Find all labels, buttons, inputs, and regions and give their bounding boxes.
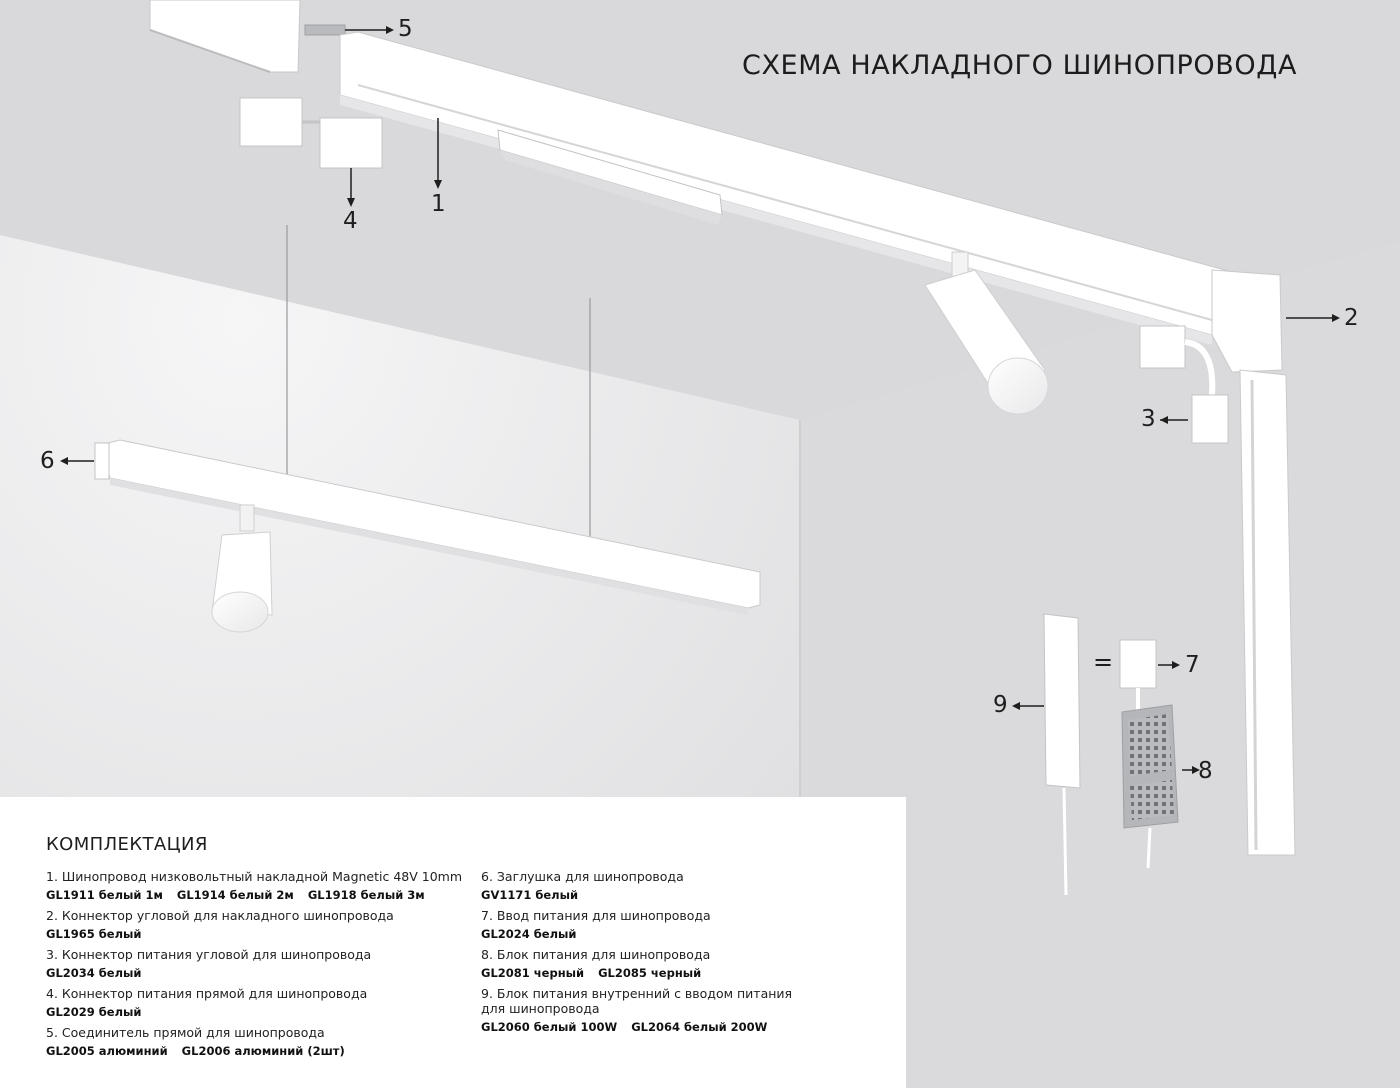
kit-item xyxy=(46,947,466,981)
kit-item-codes xyxy=(46,888,466,903)
kit-item-codes xyxy=(46,966,466,981)
kit-item xyxy=(46,986,466,1020)
product-code: GL2085 черный xyxy=(598,966,702,980)
kit-item-description: 4. Коннектор питания прямой для шинопровода xyxy=(46,986,368,1001)
vertical-wall-track xyxy=(1240,370,1295,855)
kit-item-codes xyxy=(46,927,466,942)
callout-5: 5 xyxy=(398,16,413,42)
product-code: GL2029 белый xyxy=(46,1005,142,1019)
callout-7: 7 xyxy=(1185,652,1200,678)
product-code: GL1911 белый 1м xyxy=(46,888,163,902)
kit-item-description: 8. Блок питания для шинопровода xyxy=(481,947,711,962)
kit-item-codes xyxy=(46,1005,466,1020)
kit-item-codes xyxy=(46,1044,466,1059)
kit-item-description: 5. Соединитель прямой для шинопровода xyxy=(46,1025,325,1040)
kit-item xyxy=(46,1025,466,1059)
kit-title: КОМПЛЕКТАЦИЯ xyxy=(46,834,208,855)
kit-column-right xyxy=(481,869,801,1040)
callout-2: 2 xyxy=(1344,305,1359,331)
product-code: GL2060 белый 100W xyxy=(481,1020,618,1034)
kit-item-description: 9. Блок питания внутренний с вводом питания для шинопровода xyxy=(481,986,793,1016)
kit-item-description: 2. Коннектор угловой для накладного шинопровода xyxy=(46,908,394,923)
product-code: GL1918 белый 3м xyxy=(307,888,425,902)
equals-sign: = xyxy=(1093,648,1114,676)
kit-item-description: 6. Заглушка для шинопровода xyxy=(481,869,684,884)
callout-1: 1 xyxy=(431,191,446,217)
page-title: СХЕМА НАКЛАДНОГО ШИНОПРОВОДА xyxy=(742,50,1298,81)
kit-column-left xyxy=(46,869,466,1064)
kit-item-description: 3. Коннектор питания угловой для шинопровода xyxy=(46,947,372,962)
kit-item xyxy=(46,908,466,942)
product-code: GV1171 белый xyxy=(481,888,579,902)
kit-item xyxy=(481,986,801,1035)
kit-item-description: 1. Шинопровод низковольтный накладной Magnetic 48V 10mm xyxy=(46,869,463,884)
product-code: GL1914 белый 2м xyxy=(176,888,294,902)
product-code: GL2024 белый xyxy=(481,927,577,941)
callout-8: 8 xyxy=(1198,758,1213,784)
product-code: GL2081 черный xyxy=(481,966,585,980)
kit-item-codes xyxy=(481,966,801,981)
kit-item xyxy=(481,869,801,903)
product-code: GL2034 белый xyxy=(46,966,142,980)
callout-4: 4 xyxy=(343,208,358,234)
product-code: GL2006 алюминий (2шт) xyxy=(181,1044,345,1058)
product-code: GL2064 белый 200W xyxy=(631,1020,768,1034)
kit-item xyxy=(481,947,801,981)
product-code: GL1965 белый xyxy=(46,927,142,941)
kit-item-codes xyxy=(481,927,801,942)
kit-item-codes xyxy=(481,1020,801,1035)
callout-9: 9 xyxy=(993,692,1008,718)
kit-item-codes xyxy=(481,888,801,903)
product-code: GL2005 алюминий xyxy=(46,1044,168,1058)
kit-item xyxy=(46,869,466,903)
kit-item-description: 7. Ввод питания для шинопровода xyxy=(481,908,711,923)
callout-3: 3 xyxy=(1141,406,1156,432)
kit-contents-panel xyxy=(0,797,906,1088)
kit-item xyxy=(481,908,801,942)
callout-6: 6 xyxy=(40,448,55,474)
